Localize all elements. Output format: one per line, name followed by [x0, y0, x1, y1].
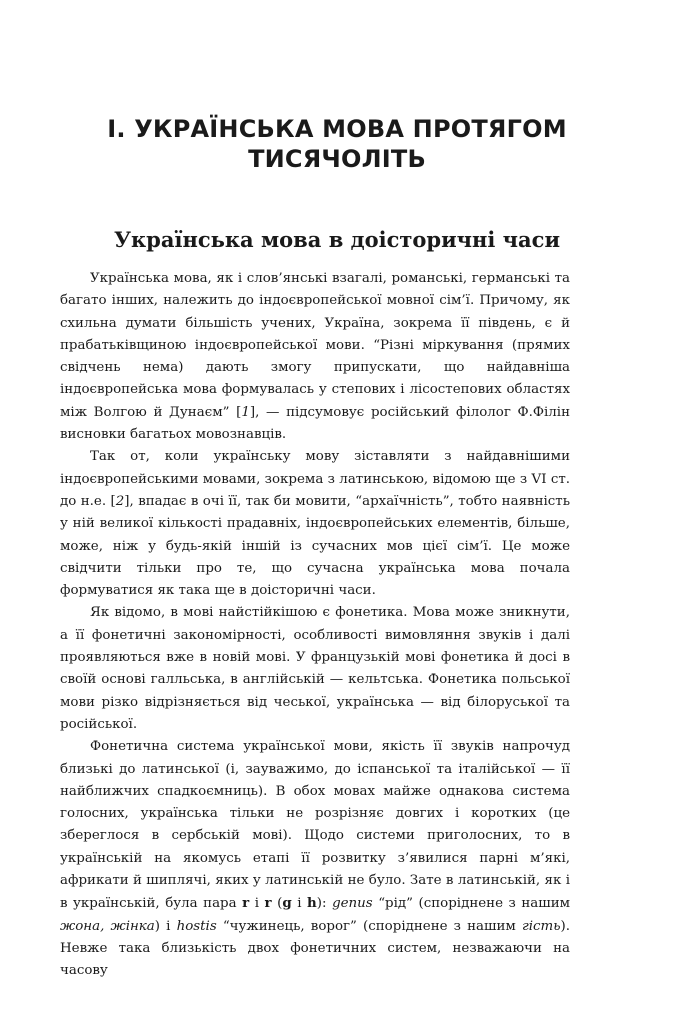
paragraph — [60, 268, 570, 446]
text-run: і — [291, 896, 308, 912]
chapter-title-line-1: І. УКРАЇНСЬКА МОВА ПРОТЯГОМ — [107, 115, 567, 143]
text-run: ], впадає в очі її, так би мовити, “архаїчність”, тобто наявність у ній великої кількості прадавніх, індоєвропейських елементів, більше, може, ніж у будь-якій іншій із сучасних мов цієї сім’ї. Це може свідчити тільки про те, що сучасна українська мова почала формуватися як така ще в доісторичні часи. — [60, 493, 570, 599]
text-run: Фонетична система української мови, якість її звуків напрочуд близькі до латинської (і, зауважимо, до іспанської та італійської — її найближчих спадкоємниць). В обох мовах майже однакова система голосних, українська тільки не розрізняє довгих і коротких (це збереглося в сербській мові). Щодо системи приголосних, то в українській на якомусь етапі її розвитку з’явилися парні м’які, африкати й шиплячі, яких у латинській не було. Зате в латинській, як і в українській, була пара — [60, 739, 570, 912]
italic-text: 1 — [241, 404, 250, 420]
text-run: Як відомо, в мові найстійкішою є фонетика. Мова може зникнути, а її фонетичні закономірності, особливості вимовляння звуків і далі проявляються вже в новій мові. У французькій мові фонетика й досі в своїй основі галльська, в англійській — кельтська. Фонетика польської мови різко відрізняється від чеської, українська — від білоруської та російської. — [60, 605, 570, 732]
bold-text: r — [264, 895, 272, 912]
text-run: ], — підсумовує російський філолог Ф.Філін висновки багатьох мовознавців. — [60, 404, 570, 443]
italic-text: жона, жінка — [60, 918, 155, 934]
bold-text: h — [307, 895, 317, 912]
italic-text: гість — [521, 918, 561, 934]
italic-text: genus — [332, 896, 373, 912]
text-run: і — [249, 896, 265, 912]
text-run: ). Невже така близькість двох фонетичних систем, незважаючи на часову — [60, 918, 570, 979]
text-run: ) і — [154, 918, 177, 934]
text-run: Українська мова, як і слов’янські взагалі, романські, германські та багато інших, належить до індоєвропейської мовної сім’ї. Причому, як схильна думати більшість учених, Україна, зокрема її південь, є й прабатьківщиною індоєвропейської мови. “Різні міркування (прямих свідчень нема) дають змогу припускати, що найдавніша індоєвропейська мова формувалась у степових і лісостепових областях між Волгою й Дунаєм” [ — [60, 271, 570, 420]
bold-text: r — [242, 895, 250, 912]
paragraph — [60, 602, 570, 736]
chapter-title-line-2: ТИСЯЧОЛІТЬ — [248, 145, 426, 173]
text-run: ): — [316, 896, 333, 912]
text-run: “чужинець, ворог” (споріднене з нашим — [216, 918, 522, 934]
paragraph — [60, 736, 570, 982]
text-run: Так от, коли українську мову зіставляти з найдавнішими індоєвропейськими мовами, зокрема з латинською, відомою ще з VI ст. до н.е. [ — [60, 449, 570, 509]
paragraph — [60, 446, 570, 602]
text-run: “рід” (споріднене з нашим — [372, 896, 571, 912]
body-text — [60, 268, 570, 983]
chapter-title — [60, 114, 614, 174]
bold-text: g — [282, 895, 292, 912]
text-run: ( — [271, 896, 283, 912]
italic-text: hostis — [176, 918, 217, 934]
italic-text: 2 — [115, 493, 125, 509]
section-title: Українська мова в доісторичні часи — [113, 227, 561, 252]
